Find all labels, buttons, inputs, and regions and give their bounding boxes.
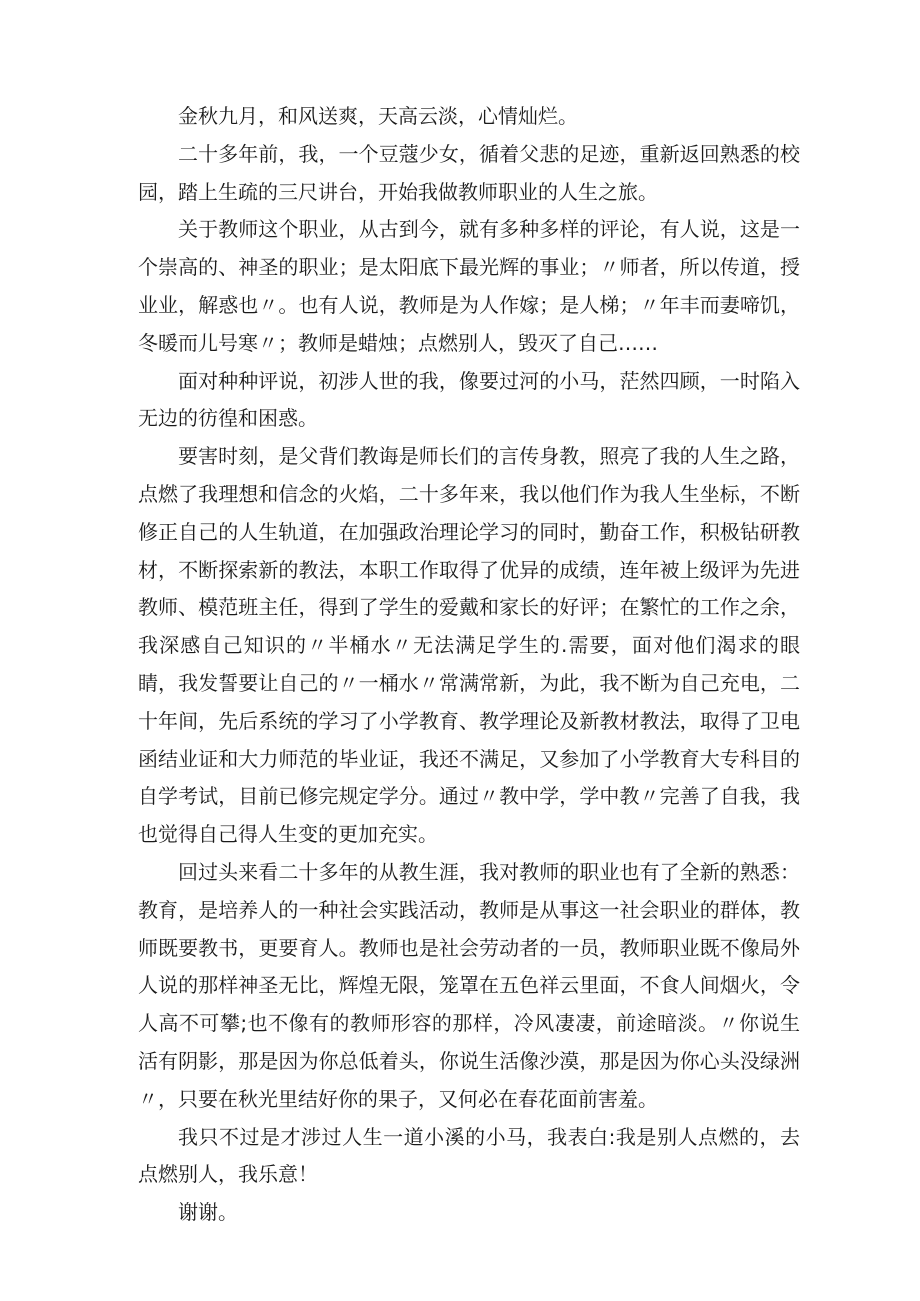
paragraph-thanks: 谢谢。 [178, 1200, 238, 1225]
paragraph-opening: 金秋九月，和风送爽，天高云淡，心情灿烂。 [178, 104, 578, 128]
paragraph-twenty-years-ago: 二十多年前，我，一个豆蔻少女，循着父悲的足迹，重新返回熟悉的校园，踏上生疏的三尺讲台，开始我做教师职业的人生之旅。 [138, 141, 800, 204]
paragraph-teacher-profession: 关于教师这个职业，从古到今，就有多种多样的评论，有人说，这是一个崇高的、神圣的职业；是太阳底下最光辉的事业；〃师者，所以传道，授业业，解惑也〃。也有人说，教师是为人作嫁；是人梯；〃年丰而妻啼饥，冬暖而儿号寒〃；教师是蜡烛；点燃别人，毁灭了自己…… [138, 217, 800, 355]
paragraph-reflection: 回过头来看二十多年的从教生涯，我对教师的职业也有了全新的熟悉：教育，是培养人的一种社会实践活动，教师是从事这一社会职业的群体，教师既要教书，更要育人。教师也是社会劳动者的一员，教师职业既不像局外人说的那样神圣无比，辉煌无限，笼罩在五色祥云里面，不食人间烟火，令人高不可攀;也不像有的教师形容的那样，冷风凄凄，前途暗淡。〃你说生活有阴影，那是因为你总低着头，你说生活像沙漠，那是因为你心头没绿洲〃，只要在秋光里结好你的果子，又何必在春花面前害羞。 [138, 859, 800, 1111]
document-body [138, 98, 800, 1232]
paragraph-conclusion: 我只不过是才涉过人生一道小溪的小马，我表白:我是别人点燃的，去点燃别人，我乐意！ [138, 1124, 800, 1187]
paragraph-confusion: 面对种种评说，初涉人世的我，像要过河的小马，茫然四顾，一时陷入无边的彷徨和困惑。 [138, 368, 800, 431]
paragraph-growth: 要害时刻，是父背们教诲是师长们的言传身教，照亮了我的人生之路，点燃了我理想和信念的火焰，二十多年来，我以他们作为我人生坐标，不断修正自己的人生轨道，在加强政治理论学习的同时，勤奋工作，积极钻研教材，不断探索新的教法，本职工作取得了优异的成绩，连年被上级评为先进教师、模范班主任，得到了学生的爱戴和家长的好评；在繁忙的工作之余，我深感自己知识的〃半桶水〃无法满足学生的.需要，面对他们渴求的眼睛，我发誓要让自己的〃一桶水〃常满常新，为此，我不断为自己充电，二十年间，先后系统的学习了小学教育、教学理论及新教材教法，取得了卫电函结业证和大力师范的毕业证，我还不满足，又参加了小学教育大专科目的自学考试，目前已修完规定学分。通过〃教中学，学中教〃完善了自我，我也觉得自己得人生变的更加充实。 [138, 444, 800, 847]
